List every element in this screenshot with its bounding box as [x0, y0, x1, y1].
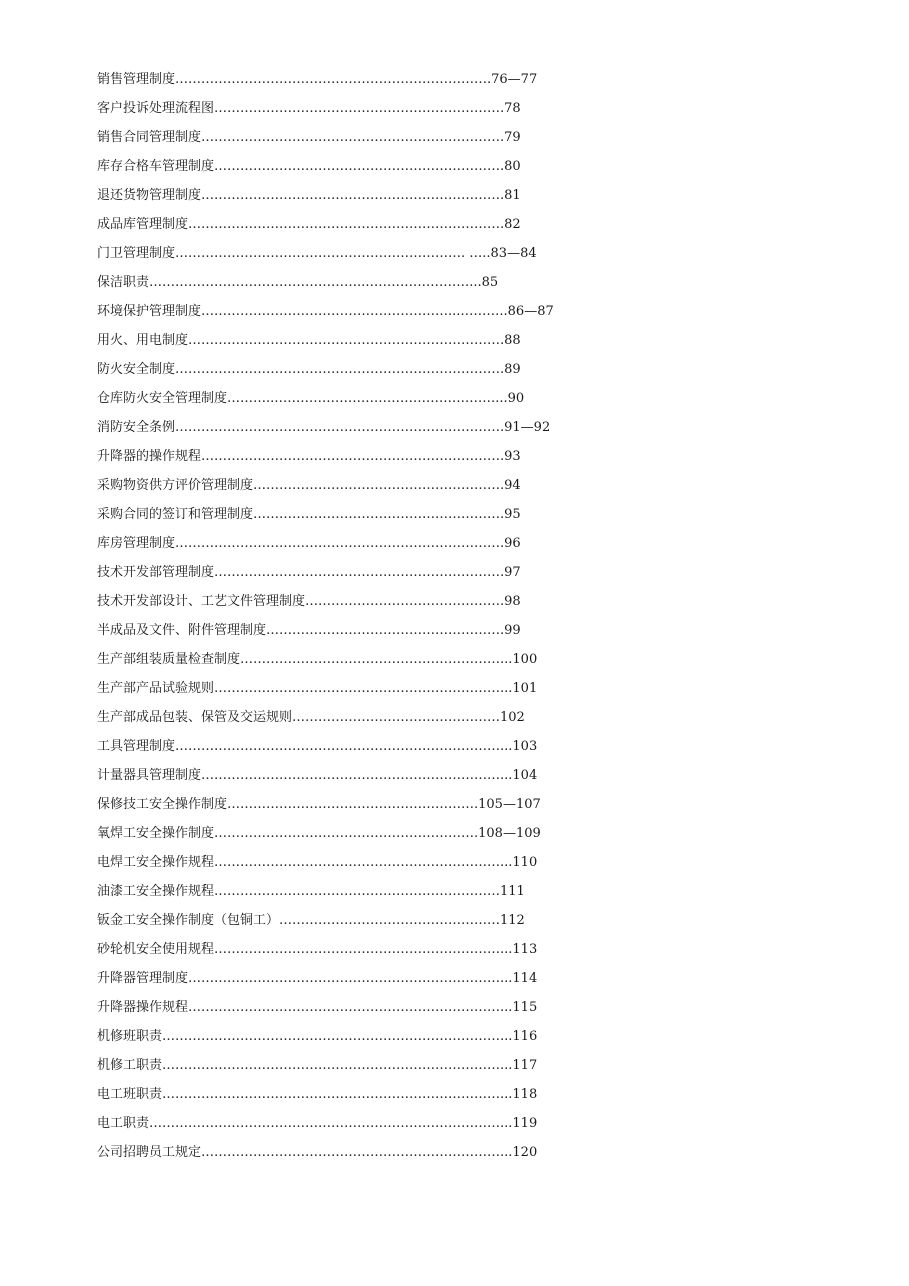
toc-entry: 采购合同的签订和管理制度………………………………………………….95	[97, 507, 521, 522]
toc-entry: 机修工职责……………………………………………………………………...117	[97, 1058, 538, 1073]
toc-entry: 电工班职责……………………………………………………………………...118	[97, 1087, 538, 1102]
toc-entry: 采购物资供方评价管理制度………………………………………………….94	[97, 478, 521, 493]
toc-entry: 氧焊工安全操作制度…………………………………………………….108—109	[97, 826, 541, 841]
table-of-contents	[97, 70, 577, 1172]
toc-entry: 计量器具管理制度……………………………………………………………...104	[97, 768, 538, 783]
toc-entry: 保修技工安全操作制度………………………………………………….105—107	[97, 797, 541, 812]
toc-entry: 库房管理制度………………………………………………………………….96	[97, 536, 521, 551]
toc-entry: 电焊工安全操作规程…………………………………………………………...110	[97, 855, 538, 870]
toc-entry: 生产部成品包装、保管及交运规则…………………………………………102	[97, 710, 525, 725]
toc-entry: 消防安全条例………………………………………………………………….91—92	[97, 420, 551, 435]
toc-entry: 客户投诉处理流程图………………………………………………………….78	[97, 101, 521, 116]
toc-entry: 砂轮机安全使用规程…………………………………………………………...113	[97, 942, 538, 957]
toc-entry: 电工职责………………………………………………………………………...119	[97, 1116, 538, 1131]
toc-entry: 生产部产品试验规则…………………………………………………………...101	[97, 681, 538, 696]
toc-entry: 保洁职责…………………………………………..……………………...85	[97, 275, 499, 290]
toc-entry: 升降器操作规程………………………………………………………………...115	[97, 1000, 538, 1015]
toc-entry: 用火、用电制度……………………………………………………………….88	[97, 333, 521, 348]
toc-entry: 环境保护管理制度…………………………………………………...………..86—87	[97, 304, 554, 319]
toc-entry: 退还货物管理制度…………………………………………………………….81	[97, 188, 521, 203]
toc-entry: 油漆工安全操作规程…………………………………………………………111	[97, 884, 525, 899]
toc-entry: 成品库管理制度……………………………………………………………….82	[97, 217, 521, 232]
toc-entry: 门卫管理制度…………………………………………………………. …..83—84	[97, 246, 537, 261]
toc-entry: 销售合同管理制度…………………………………………………………….79	[97, 130, 521, 145]
toc-entry: 技术开发部管理制度………………………………………………………….97	[97, 565, 521, 580]
toc-entry: 钣金工安全操作制度（包铜工）……………………………………………112	[97, 913, 525, 928]
toc-entry: 公司招聘员工规定……………………………………………………………...120	[97, 1145, 538, 1160]
toc-entry: 库存合格车管理制度………………………………………………………….80	[97, 159, 521, 174]
toc-entry: 升降器管理制度………………………………………………………………...114	[97, 971, 538, 986]
toc-entry: 销售管理制度……………………………………………………………….76—77	[97, 72, 538, 87]
toc-entry: 生产部组装质量检查制度……………………………………………………...100	[97, 652, 538, 667]
toc-entry: 工具管理制度…………………………………………………………………...103	[97, 739, 538, 754]
toc-entry: 半成品及文件、附件管理制度……………………………………………….99	[97, 623, 521, 638]
toc-entry: 防火安全制度………………………………………………………………….89	[97, 362, 521, 377]
toc-entry: 机修班职责……………………………………………………………………...116	[97, 1029, 538, 1044]
toc-entry: 升降器的操作规程…………………………………………………………….93	[97, 449, 521, 464]
toc-entry: 技术开发部设计、工艺文件管理制度……………………………………….98	[97, 594, 521, 609]
toc-entry: 仓库防火安全管理制度………..……………………………………………...90	[97, 391, 525, 406]
